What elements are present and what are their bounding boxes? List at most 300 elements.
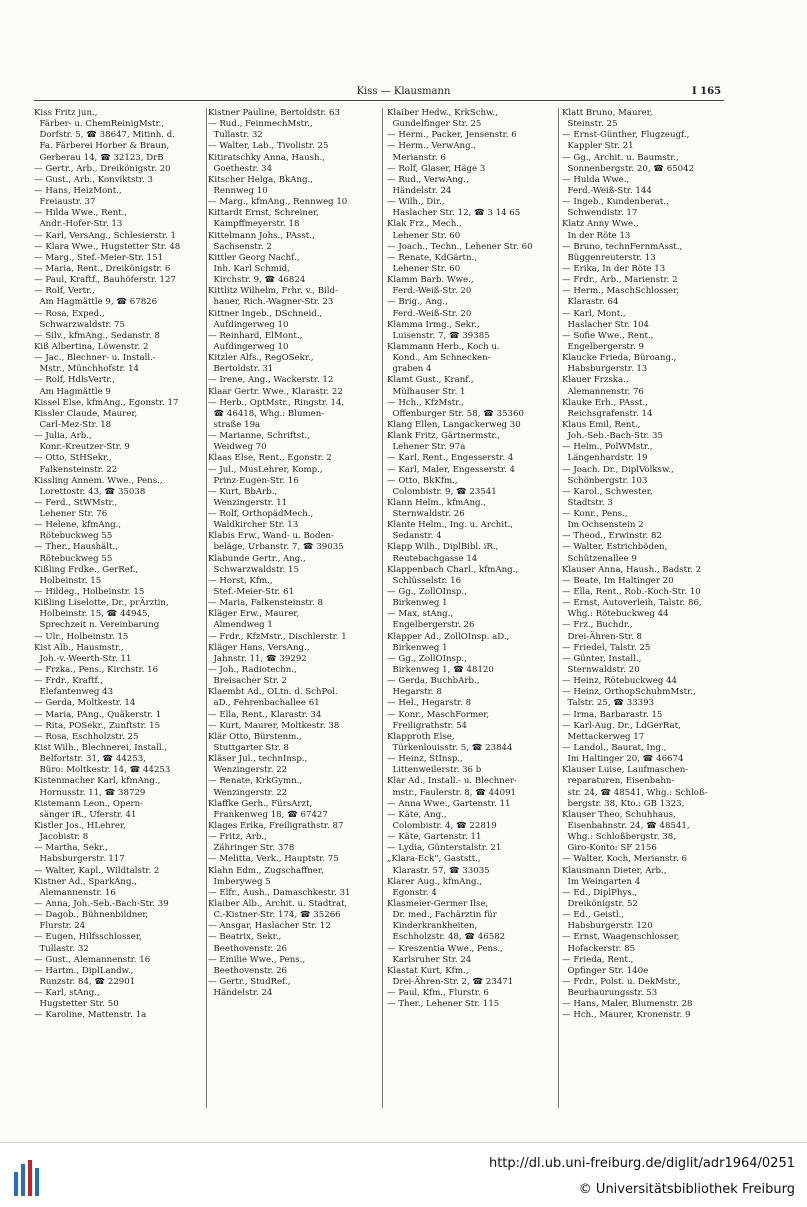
directory-entry-line: Stuttgarter Str. 8 bbox=[208, 743, 289, 754]
directory-entry-line: — Ther., Lehener Str. 115 bbox=[387, 999, 500, 1010]
directory-entry-line: Klamm Barb. Wwe., bbox=[387, 275, 474, 286]
directory-entry-line: Längenhardstr. 19 bbox=[562, 453, 648, 464]
directory-entry-line: — Ella, Rent., Rob.-Koch-Str. 10 bbox=[562, 587, 701, 598]
directory-entry-line: Kitscher Helga, BkAng., bbox=[208, 174, 313, 185]
directory-entry-line: — Renate, KdGärtn., bbox=[387, 252, 478, 263]
directory-entry-line: Kittler Georg Nachf., bbox=[208, 252, 300, 263]
directory-entry-line: Kittelmann Johs., PAsst., bbox=[208, 230, 315, 241]
directory-entry-line: — Gg., ZollOInsp., bbox=[387, 587, 467, 598]
directory-entry-line: — Frdr., Arb., Marienstr. 2 bbox=[562, 275, 678, 286]
directory-entry-line: Flurstr. 24 bbox=[34, 921, 86, 932]
directory-entry-line: — Martha, Sekr., bbox=[34, 843, 108, 854]
column-divider bbox=[382, 108, 383, 1108]
directory-entry-line: Eisenbahnstr. 24, ☎ 48541, bbox=[562, 821, 690, 831]
directory-entry-line: — Ulr., Holbeinstr. 15 bbox=[34, 631, 129, 642]
directory-entry-line: — Walter, Lab., Tivolistr. 25 bbox=[208, 141, 329, 152]
directory-entry-line: — Karol., Schwester, bbox=[562, 486, 653, 497]
directory-entry-line: Falkensteinstr. 22 bbox=[34, 464, 118, 475]
directory-entry-line: Klapproth Else, bbox=[387, 731, 455, 742]
directory-entry-line: Schwarzwaldstr. 75 bbox=[34, 319, 125, 330]
directory-entry-line: Klaar Gertr. Wwe., Klarastr. 22 bbox=[208, 386, 343, 397]
directory-entry-line: — Elfr., Aush., Damaschkestr. 31 bbox=[208, 887, 351, 898]
directory-entry-line: — Horst, Kfm., bbox=[208, 575, 273, 586]
directory-entry-line: ☎ 46418, Whg.: Blumen- bbox=[208, 408, 325, 419]
directory-entry-line: Whg.: Schloßbergstr. 38, bbox=[562, 832, 676, 843]
directory-entry-line: — Gertr., Arb., Dreikönigstr. 20 bbox=[34, 163, 171, 174]
directory-entry-line: Schlüsselstr. 16 bbox=[387, 575, 462, 586]
directory-entry-line: Holbeinstr. 15 bbox=[34, 575, 102, 586]
directory-entry-line: — Melitta, Verk., Hauptstr. 75 bbox=[208, 854, 339, 865]
directory-entry-line: — Heinz, StInsp., bbox=[387, 754, 463, 765]
directory-entry-line: — Otto, StHSekr., bbox=[34, 453, 112, 464]
directory-entry-line: Waldkircher Str. 13 bbox=[208, 520, 299, 531]
directory-entry-line: Beethovenstr. 26 bbox=[208, 965, 288, 976]
directory-entry-line: Klaucke Frieda, Büroang., bbox=[562, 353, 677, 364]
directory-entry-line: Im Haltinger 20, ☎ 46674 bbox=[562, 754, 684, 765]
directory-entry-line: Kampffmeyerstr. 18 bbox=[208, 219, 300, 230]
directory-entry-line: Klaffke Gerh., FürsArzt, bbox=[208, 798, 313, 809]
directory-entry-line: str. 24, ☎ 48541, Whg.: Schloß- bbox=[562, 787, 708, 798]
directory-entry-line: — Karl, Rent., Engesserstr. 4 bbox=[387, 453, 514, 464]
directory-entry-line: Whg.: Rötebuckweg 44 bbox=[562, 609, 669, 620]
university-logo-icon bbox=[14, 1160, 44, 1196]
directory-entry-line: — Theod., Erwinstr. 82 bbox=[562, 531, 662, 542]
directory-entry-line: — Rud., FeinmechMstr., bbox=[208, 119, 313, 130]
directory-entry-line: — Ingeb., Kundenberat., bbox=[562, 197, 669, 208]
directory-entry-line: — Maria, Falkensteinstr. 8 bbox=[208, 598, 323, 609]
directory-entry-line: — Hartm., DiplLandw., bbox=[34, 965, 134, 976]
directory-entry-line: — Gerda, Moltkestr. 14 bbox=[34, 698, 136, 709]
directory-entry-line: Eschholzstr. 48, ☎ 46582 bbox=[387, 932, 506, 943]
directory-entry-line: Klank Fritz, Gärtnermstr., bbox=[387, 431, 500, 442]
directory-entry-line: Klamma Irmg., Sekr., bbox=[387, 319, 480, 330]
directory-entry-line: Habsburgerstr. 120 bbox=[562, 921, 653, 932]
directory-entry-line: Klaus Emil, Rent., bbox=[562, 419, 641, 430]
directory-entry-line: — Emilie Wwe., Pens., bbox=[208, 954, 306, 965]
directory-entry-line: — Rolf, OrthopädMech., bbox=[208, 509, 314, 520]
directory-entry-line: — Wilh., Dir., bbox=[387, 197, 445, 208]
directory-entry-line: Hofackerstr. 85 bbox=[562, 943, 636, 954]
directory-entry-line: Jacobistr. 8 bbox=[34, 832, 89, 843]
directory-entry-line: Gundelfinger Str. 25 bbox=[387, 119, 482, 130]
column-3 bbox=[387, 108, 559, 1010]
directory-entry-line: — Marg., kfmAng., Rennweg 10 bbox=[208, 197, 348, 208]
directory-entry-line: — Ed., Geistl., bbox=[562, 910, 625, 921]
directory-entry-line: Konr.-Kreutzer-Str. 9 bbox=[34, 442, 130, 453]
directory-entry-line: Klabis Erw., Wand- u. Boden- bbox=[208, 531, 334, 542]
directory-entry-line: Klar Ad., Install.- u. Blechner- bbox=[387, 776, 517, 787]
directory-entry-line: Opfinger Str. 140e bbox=[562, 965, 649, 976]
column-2 bbox=[208, 108, 380, 999]
directory-entry-line: Habsburgerstr. 13 bbox=[562, 364, 648, 375]
column-divider bbox=[206, 108, 207, 1108]
directory-entry-line: Rennweg 10 bbox=[208, 185, 268, 196]
directory-entry-line: Klausmann Dieter, Arb., bbox=[562, 865, 667, 876]
directory-entry-line: Schützenallee 9 bbox=[562, 553, 637, 564]
directory-entry-line: Klappenbach Charl., kfmAng., bbox=[387, 564, 519, 575]
directory-entry-line: Joh.-v.-Weerth-Str. 11 bbox=[34, 653, 132, 664]
directory-entry-line: — Ernst, Autoverleih, Talstr. 86, bbox=[562, 598, 702, 609]
directory-entry-line: Hugstetter Str. 50 bbox=[34, 999, 119, 1010]
directory-entry-line: Kittardt Ernst, Schreiner, bbox=[208, 208, 319, 219]
directory-entry-line: Ferd.-Weiß-Str. 20 bbox=[387, 286, 472, 297]
directory-entry-line: Engelbergerstr. 9 bbox=[562, 341, 644, 352]
directory-entry-line: Klauser Theo, Schuhhaus, bbox=[562, 809, 676, 820]
directory-entry-line: — Paul, Kfm., Flurstr. 6 bbox=[387, 988, 489, 999]
directory-entry-line: — Ferd., StWMstr., bbox=[34, 497, 118, 508]
directory-entry-line: — Anna Wwe., Gartenstr. 11 bbox=[387, 798, 511, 809]
directory-entry-line: Kläger Hans, VersAng., bbox=[208, 642, 310, 653]
directory-entry-line: — Silv., kfmAng., Sedanstr. 8 bbox=[34, 330, 160, 341]
directory-entry-line: Ferd.-Weiß-Str. 20 bbox=[387, 308, 472, 319]
directory-entry-line: Lehener Str. 97a bbox=[387, 442, 466, 453]
directory-entry-line: Steinstr. 25 bbox=[562, 119, 618, 130]
directory-entry-line: Wenzingerstr. 22 bbox=[208, 787, 288, 798]
directory-entry-line: Kistenmacher Karl, kfmAng., bbox=[34, 776, 161, 787]
directory-entry-line: straße 19a bbox=[208, 419, 261, 430]
directory-entry-line: — Lydia, Günterstalstr. 21 bbox=[387, 843, 502, 854]
directory-entry-line: Zähringer Str. 378 bbox=[208, 843, 295, 854]
directory-entry-line: Schwarzwaldstr. 15 bbox=[208, 564, 299, 575]
directory-entry-line: Mettackerweg 17 bbox=[562, 731, 645, 742]
directory-entry-line: Händelstr. 24 bbox=[208, 988, 273, 999]
directory-entry-line: Birkenweg 1 bbox=[387, 642, 448, 653]
directory-entry-line: — Landol., Baurat, Ing., bbox=[562, 743, 667, 754]
directory-entry-line: — Renate, KrkGymn., bbox=[208, 776, 303, 787]
directory-entry-line: Händelstr. 24 bbox=[387, 185, 452, 196]
directory-entry-line: Aufdingerweg 10 bbox=[208, 341, 289, 352]
directory-entry-line: Aufdingerweg 10 bbox=[208, 319, 289, 330]
directory-entry-line: C.-Kistner-Str. 174, ☎ 35266 bbox=[208, 910, 341, 921]
directory-entry-line: — Eugen, Hilfsschlosser, bbox=[34, 932, 142, 943]
directory-entry-line: — Walter, Kapl., Wildtalstr. 2 bbox=[34, 865, 160, 876]
directory-entry-line: — Beate, Im Haltinger 20 bbox=[562, 575, 674, 586]
directory-entry-line: — Hilda Wwe., Rent., bbox=[34, 208, 128, 219]
directory-entry-line: Holbeinstr. 15, ☎ 44945, bbox=[34, 609, 151, 620]
directory-entry-line: Sprechzeit n. Vereinbarung bbox=[34, 620, 160, 631]
directory-entry-line: Tullastr. 32 bbox=[34, 943, 89, 954]
directory-entry-line: — Frz., Buchdr., bbox=[562, 620, 633, 631]
directory-entry-line: Kitzler Alfs., RegOSekr., bbox=[208, 353, 314, 364]
directory-entry-line: Kistler Jos., HLehrer, bbox=[34, 821, 126, 831]
directory-entry-line: Egonstr. 4 bbox=[387, 887, 437, 898]
directory-entry-line: Jahnstr. 11, ☎ 39292 bbox=[208, 653, 307, 664]
directory-entry-line: — Ther., Haushält., bbox=[34, 542, 118, 553]
directory-entry-line: Klammann Herb., Koch u. bbox=[387, 341, 500, 352]
directory-entry-line: Runzstr. 84, ☎ 22901 bbox=[34, 976, 136, 987]
page-number: I 165 bbox=[692, 86, 722, 97]
directory-entry-line: sänger iR., Uferstr. 41 bbox=[34, 809, 137, 820]
column-1 bbox=[34, 108, 206, 1022]
directory-entry-line: Kappler Str. 21 bbox=[562, 141, 634, 152]
directory-entry-line: Goethestr. 34 bbox=[208, 163, 273, 174]
directory-entry-line: — Ernst, Waagenschlosser, bbox=[562, 932, 680, 943]
directory-entry-line: — Gerda, BuchbArb., bbox=[387, 676, 480, 687]
directory-entry-line: Klak Frz., Mech., bbox=[387, 219, 462, 230]
permalink-link[interactable]: http://dl.ub.uni-freiburg.de/diglit/adr1964/0251 bbox=[488, 1156, 795, 1171]
directory-entry-line: Birkenweg 1, ☎ 48120 bbox=[387, 665, 494, 676]
directory-entry-line: Littenweilerstr. 36 b bbox=[387, 765, 482, 776]
directory-entry-line: Lehener Str. 76 bbox=[34, 509, 108, 520]
directory-entry-line: aD., Fehrenbachallee 61 bbox=[208, 698, 320, 709]
directory-entry-line: Am Hagmättle 9, ☎ 67826 bbox=[34, 297, 158, 308]
directory-entry-line: — Karl, Maler, Engesserstr. 4 bbox=[387, 464, 515, 475]
directory-entry-line: Colombistr. 9, ☎ 23541 bbox=[387, 486, 497, 497]
directory-entry-line: Belfortstr. 31, ☎ 44253, bbox=[34, 754, 146, 765]
directory-entry-line: — Gg., ZollOInsp., bbox=[387, 653, 467, 664]
directory-entry-line: Klann Helm., kfmAng., bbox=[387, 497, 487, 508]
directory-entry-line: Haslacher Str. 104 bbox=[562, 319, 650, 330]
directory-entry-line: — Herb., OptMstr., Ringstr. 14, bbox=[208, 397, 345, 408]
directory-entry-line: Klapp Wilh., DiplBibl. iR., bbox=[387, 542, 499, 553]
directory-entry-line: „Klara-Eck“, Gaststt., bbox=[387, 854, 481, 865]
directory-entry-line: Schwendistr. 17 bbox=[562, 208, 638, 219]
directory-entry-line: — Frdr., KfzMstr., Dischlerstr. 1 bbox=[208, 631, 347, 642]
directory-entry-line: — Ernst-Günther, Flugzeugf., bbox=[562, 130, 690, 141]
directory-entry-line: Klatz Anny Wwe., bbox=[562, 219, 639, 230]
directory-entry-line: Beethovenstr. 26 bbox=[208, 943, 288, 954]
directory-entry-line: Rötebuckweg 55 bbox=[34, 553, 113, 564]
directory-entry-line: — Herm., Packer, Jensenstr. 6 bbox=[387, 130, 517, 141]
directory-entry-line: Drei-Ähren-Str. 2, ☎ 23471 bbox=[387, 976, 514, 987]
directory-entry-line: Kissling Annem. Wwe., Pens., bbox=[34, 475, 163, 486]
directory-entry-line: Joh.-Seb.-Bach-Str. 35 bbox=[562, 431, 663, 442]
directory-entry-line: Klapper Ad., ZollOInsp. aD., bbox=[387, 631, 510, 642]
directory-entry-line: Kiß Albertina, Löwenstr. 2 bbox=[34, 341, 149, 352]
directory-entry-line: Wenzingerstr. 22 bbox=[208, 765, 288, 776]
directory-entry-line: Inh. Karl Schmid, bbox=[208, 263, 290, 274]
directory-entry-line: Klarastr. 64 bbox=[562, 297, 619, 308]
directory-entry-line: — Hildeg., Holbeinstr. 15 bbox=[34, 587, 145, 598]
directory-entry-line: Kißling Liselotte, Dr., prÄrztin, bbox=[34, 598, 169, 609]
directory-entry-line: Sachsenstr. 2 bbox=[208, 241, 272, 252]
directory-entry-line: Mstr., Münchhofstr. 14 bbox=[34, 364, 140, 375]
directory-entry-line: Giro-Konto: SF 2156 bbox=[562, 843, 657, 854]
directory-entry-line: Dreikönigstr. 52 bbox=[562, 898, 638, 909]
column-4 bbox=[562, 108, 734, 1022]
directory-entry-line: Dr. med., Fachärztin für bbox=[387, 910, 497, 921]
directory-entry-line: — Karl, VersAng., Schlesierstr. 1 bbox=[34, 230, 177, 241]
directory-entry-line: — Ella, Rent., Klarastr. 34 bbox=[208, 709, 322, 720]
directory-entry-line: Stadtstr. 3 bbox=[562, 497, 613, 508]
directory-entry-line: Habsburgerstr. 117 bbox=[34, 854, 125, 865]
directory-entry-line: — Rolf, Vertr., bbox=[34, 286, 95, 297]
directory-entry-line: Kond., Am Schnecken- bbox=[387, 353, 491, 364]
directory-entry-line: Klär Otto, Bürstenm., bbox=[208, 731, 302, 742]
directory-entry-line: — Frzka., Pens., Kirchstr. 16 bbox=[34, 665, 159, 676]
directory-entry-line: Frankenweg 18, ☎ 67427 bbox=[208, 809, 328, 820]
directory-entry-line: Im Ochsenstein 2 bbox=[562, 520, 644, 531]
directory-entry-line: Engelbergerstr. 26 bbox=[387, 620, 475, 631]
directory-entry-line: Offenburger Str. 58, ☎ 35360 bbox=[387, 408, 524, 419]
directory-entry-line: — Fritz, Arb., bbox=[208, 832, 267, 843]
directory-entry-line: Kist Wilh., Blechnerei, Install., bbox=[34, 743, 168, 754]
directory-entry-line: Klaembt Ad., OLtn. d. SchPol. bbox=[208, 687, 338, 698]
directory-entry-line: Mülhauser Str. 1 bbox=[387, 386, 466, 397]
directory-entry-line: Breisacher Str. 2 bbox=[208, 676, 287, 687]
directory-entry-line: — Hch., Maurer, Kronenstr. 9 bbox=[562, 1010, 691, 1021]
directory-entry-line: beläge, Urbanstr. 7, ☎ 39035 bbox=[208, 542, 344, 553]
directory-entry-line: — Maria, Rent., Dreikönigstr. 6 bbox=[34, 263, 171, 274]
directory-entry-line: Kissel Else, kfmAng., Egonstr. 17 bbox=[34, 397, 179, 408]
directory-entry-line: Hornusstr. 11, ☎ 38729 bbox=[34, 787, 146, 798]
directory-entry-line: Kistner Ad., SparkAng., bbox=[34, 876, 137, 887]
directory-entry-line: Gerberau 14, ☎ 32123, DrB bbox=[34, 152, 164, 163]
directory-entry-line: — Karl, stAng., bbox=[34, 988, 100, 999]
directory-entry-line: — Hans, HeizMont., bbox=[34, 185, 122, 196]
directory-entry-line: — Rosa, Exped., bbox=[34, 308, 105, 319]
directory-entry-line: Klarastr. 57, ☎ 33035 bbox=[387, 865, 490, 876]
directory-entry-line: Im Weingarten 4 bbox=[562, 876, 641, 887]
directory-entry-line: Klaiber Hedw., KrkSchw., bbox=[387, 108, 498, 118]
page-header bbox=[0, 86, 807, 100]
directory-entry-line: Kissler Claude, Maurer, bbox=[34, 408, 138, 419]
directory-entry-line: reparaturen, Eisenbahn- bbox=[562, 776, 675, 787]
directory-entry-line: — Karl, Mont., bbox=[562, 308, 626, 319]
directory-entry-line: Ferd.-Weiß-Str. 144 bbox=[562, 185, 652, 196]
directory-entry-line: — Friedel, Talstr. 25 bbox=[562, 642, 651, 653]
directory-entry-line: Klaas Else, Rent., Egonstr. 2 bbox=[208, 453, 332, 464]
directory-entry-line: — Kurt, BbArb., bbox=[208, 486, 278, 497]
directory-entry-line: — Marg., Stef.-Meier-Str. 151 bbox=[34, 252, 164, 263]
directory-entry-line: Türkenlouisstr. 5, ☎ 23844 bbox=[387, 743, 513, 754]
directory-entry-line: — Heinz, OrthopSchuhmMstr., bbox=[562, 687, 696, 698]
directory-entry-line: Merianstr. 6 bbox=[387, 152, 446, 163]
directory-entry-line: Almendweg 1 bbox=[208, 620, 273, 631]
directory-entry-line: Freiligrathstr. 54 bbox=[387, 720, 468, 731]
directory-entry-line: Büro: Moltkestr. 14, ☎ 44253 bbox=[34, 765, 171, 776]
directory-entry-line: Klabunde Gertr., Ang., bbox=[208, 553, 306, 564]
directory-entry-line: — Gust., Arb., Konviktstr. 3 bbox=[34, 174, 153, 185]
directory-entry-line: — Herm., VerwAng., bbox=[387, 141, 477, 152]
directory-entry-line: Klauke Erh., PAsst., bbox=[562, 397, 648, 408]
directory-entry-line: Klastat Kurt, Kfm., bbox=[387, 965, 469, 976]
directory-entry-line: Hegarstr. 8 bbox=[387, 687, 442, 698]
directory-entry-line: Reichsgrafenstr. 14 bbox=[562, 408, 653, 419]
directory-entry-line: Klasmeier-Germer Ilse, bbox=[387, 898, 489, 909]
directory-entry-line: — Walter, Koch, Merianstr. 6 bbox=[562, 854, 687, 865]
directory-entry-line: Kläger Erw., Maurer, bbox=[208, 609, 300, 620]
directory-entry-line: Kittner Ingeb., DSchneid., bbox=[208, 308, 323, 319]
directory-entry-line: — Brig., Ang., bbox=[387, 297, 448, 308]
directory-entry-line: — Helm., PolWMstr., bbox=[562, 442, 653, 453]
directory-entry-line: — Gertr., StudRef., bbox=[208, 976, 291, 987]
directory-entry-line: — Hch., KfzMstr., bbox=[387, 397, 464, 408]
directory-entry-line: Kistemann Leon., Opern- bbox=[34, 798, 144, 809]
directory-entry-line: Carl-Mez-Str. 18 bbox=[34, 419, 112, 430]
directory-entry-line: Sonnenbergstr. 20, ☎ 65042 bbox=[562, 163, 695, 174]
directory-entry-line: — Beatrix, Sekr., bbox=[208, 932, 282, 943]
directory-entry-line: — Kurt, Maurer, Moltkestr. 38 bbox=[208, 720, 340, 731]
directory-entry-line: Freiaustr. 37 bbox=[34, 197, 96, 208]
directory-entry-line: — Sofie Wwe., Rent., bbox=[562, 330, 654, 341]
directory-entry-line: Lorettostr. 43, ☎ 35038 bbox=[34, 486, 146, 497]
directory-entry-line: — Otto, BkKfm., bbox=[387, 475, 458, 486]
directory-entry-line: — Günter, Install., bbox=[562, 653, 642, 664]
directory-entry-line: Klauser Anna, Haush., Badstr. 2 bbox=[562, 564, 702, 575]
directory-entry-line: — Dagob., Bühnenbildner, bbox=[34, 910, 149, 921]
directory-entry-line: — Erika, In der Röte 13 bbox=[562, 263, 666, 274]
directory-entry-line: Klaiber Alb., Archit. u. Stadtrat, bbox=[208, 898, 348, 909]
directory-entry-line: Kläser Jul., technInsp., bbox=[208, 754, 308, 765]
directory-entry-line: Kirchstr. 9, ☎ 46824 bbox=[208, 275, 306, 286]
directory-entry-line: — Frdr., Polst. u. DekMstr., bbox=[562, 976, 681, 987]
directory-entry-line: Drei-Ähren-Str. 8 bbox=[562, 631, 643, 642]
directory-entry-line: Alemannenstr. 76 bbox=[562, 386, 644, 397]
directory-entry-line: — Karl-Aug. Dr., LdGerRat, bbox=[562, 720, 681, 731]
directory-entry-line: Klatt Bruno, Maurer, bbox=[562, 108, 653, 118]
directory-entry-line: Klahn Edm., Zugschaffner, bbox=[208, 865, 324, 876]
directory-entry-line: In der Röte 13 bbox=[562, 230, 631, 241]
directory-entry-line: Kiss Fritz jun., bbox=[34, 108, 98, 118]
directory-entry-line: Bertoldstr. 31 bbox=[208, 364, 274, 375]
directory-entry-line: — Reinhard, ElMont., bbox=[208, 330, 303, 341]
directory-entry-line: Rötebuckweg 55 bbox=[34, 531, 113, 542]
directory-entry-line: Haslacher Str. 12, ☎ 3 14 65 bbox=[387, 208, 521, 219]
directory-entry-line: Lehener Str. 60 bbox=[387, 263, 461, 274]
directory-entry-line: — Rita, POSekr., Zunftstr. 15 bbox=[34, 720, 161, 731]
directory-entry-line: Sternwaldstr. 26 bbox=[387, 509, 465, 520]
directory-entry-line: Sternwaldstr. 20 bbox=[562, 665, 640, 676]
directory-entry-line: — Gg., Archit. u. Baumstr., bbox=[562, 152, 679, 163]
directory-entry-line: Wenzingerstr. 11 bbox=[208, 497, 288, 508]
directory-entry-line: — Max, stAng., bbox=[387, 609, 454, 620]
directory-entry-line: — Hulda Wwe., bbox=[562, 174, 630, 185]
directory-entry-line: Kißling Frdke., GerRef., bbox=[34, 564, 139, 575]
directory-entry-line: — Paul, Kraftf., Bauhöferstr. 127 bbox=[34, 275, 176, 286]
directory-entry-line: — Kreszentia Wwe., Pens., bbox=[387, 943, 503, 954]
directory-entry-line: Elefantenweg 43 bbox=[34, 687, 114, 698]
directory-entry-line: — Herm., MaschSchlosser, bbox=[562, 286, 679, 297]
directory-entry-line: graben 4 bbox=[387, 364, 432, 375]
directory-entry-line: Tullastr. 32 bbox=[208, 130, 263, 141]
directory-entry-line: — Joach. Dr., DiplVolksw., bbox=[562, 464, 674, 475]
directory-entry-line: — Marianne, Schriftst., bbox=[208, 431, 310, 442]
directory-entry-line: Luisenstr. 7, ☎ 39385 bbox=[387, 330, 490, 341]
directory-entry-line: — Irma, Barbarastr. 15 bbox=[562, 709, 663, 720]
directory-entry-line: — Frieda, Rent., bbox=[562, 954, 634, 965]
directory-entry-line: Klante Helm., Ing. u. Archit., bbox=[387, 520, 513, 531]
directory-entry-line: mstr., Faulerstr. 8, ☎ 44091 bbox=[387, 787, 517, 798]
directory-entry-line: — Heinz, Rötebuckweg 44 bbox=[562, 676, 678, 687]
directory-entry-line: Weidweg 70 bbox=[208, 442, 267, 453]
directory-entry-line: Sedanstr. 4 bbox=[387, 531, 442, 542]
directory-entry-line: hauer, Rich.-Wagner-Str. 23 bbox=[208, 297, 334, 308]
directory-entry-line: Klages Erika, Freiligrathstr. 87 bbox=[208, 821, 344, 831]
directory-entry-line: Kittlitz Wilhelm, Frhr. v., Bild- bbox=[208, 286, 338, 297]
directory-entry-line: Klauser Luise, Laufmaschen- bbox=[562, 765, 689, 776]
directory-entry-line: Birkenweg 1 bbox=[387, 598, 448, 609]
directory-entry-line: — Jac., Blechner- u. Install.- bbox=[34, 353, 156, 364]
directory-entry-line: Am Hagmättle 9 bbox=[34, 386, 111, 397]
column-divider bbox=[558, 108, 559, 1108]
directory-entry-line: Dorfstr. 5, ☎ 38647, Mitinh. d. bbox=[34, 130, 175, 141]
header-rule bbox=[34, 100, 724, 101]
directory-entry-line: — Joach., Techn., Lehener Str. 60 bbox=[387, 241, 533, 252]
directory-entry-line: Kitiratschky Anna, Haush., bbox=[208, 152, 326, 163]
directory-entry-line: Klarer Aug., kfmAng., bbox=[387, 876, 483, 887]
directory-entry-line: Talstr. 25, ☎ 33393 bbox=[562, 698, 655, 709]
directory-entry-line: — Jul., MusLehrer, Komp., bbox=[208, 464, 323, 475]
directory-entry-line: Fa. Färberei Horber & Braun, bbox=[34, 141, 170, 152]
directory-entry-line: Imberyweg 5 bbox=[208, 876, 271, 887]
directory-entry-line: Stef.-Meier-Str. 61 bbox=[208, 587, 295, 598]
directory-entry-line: Lehener Str. 60 bbox=[387, 230, 461, 241]
directory-entry-line: — Gust., Alemannenstr. 16 bbox=[34, 954, 151, 965]
directory-entry-line: Karlsruher Str. 24 bbox=[387, 954, 472, 965]
directory-entry-line: — Anna, Joh.-Seb.-Bach-Str. 39 bbox=[34, 898, 169, 909]
running-head: Kiss — Klausmann bbox=[356, 86, 451, 97]
